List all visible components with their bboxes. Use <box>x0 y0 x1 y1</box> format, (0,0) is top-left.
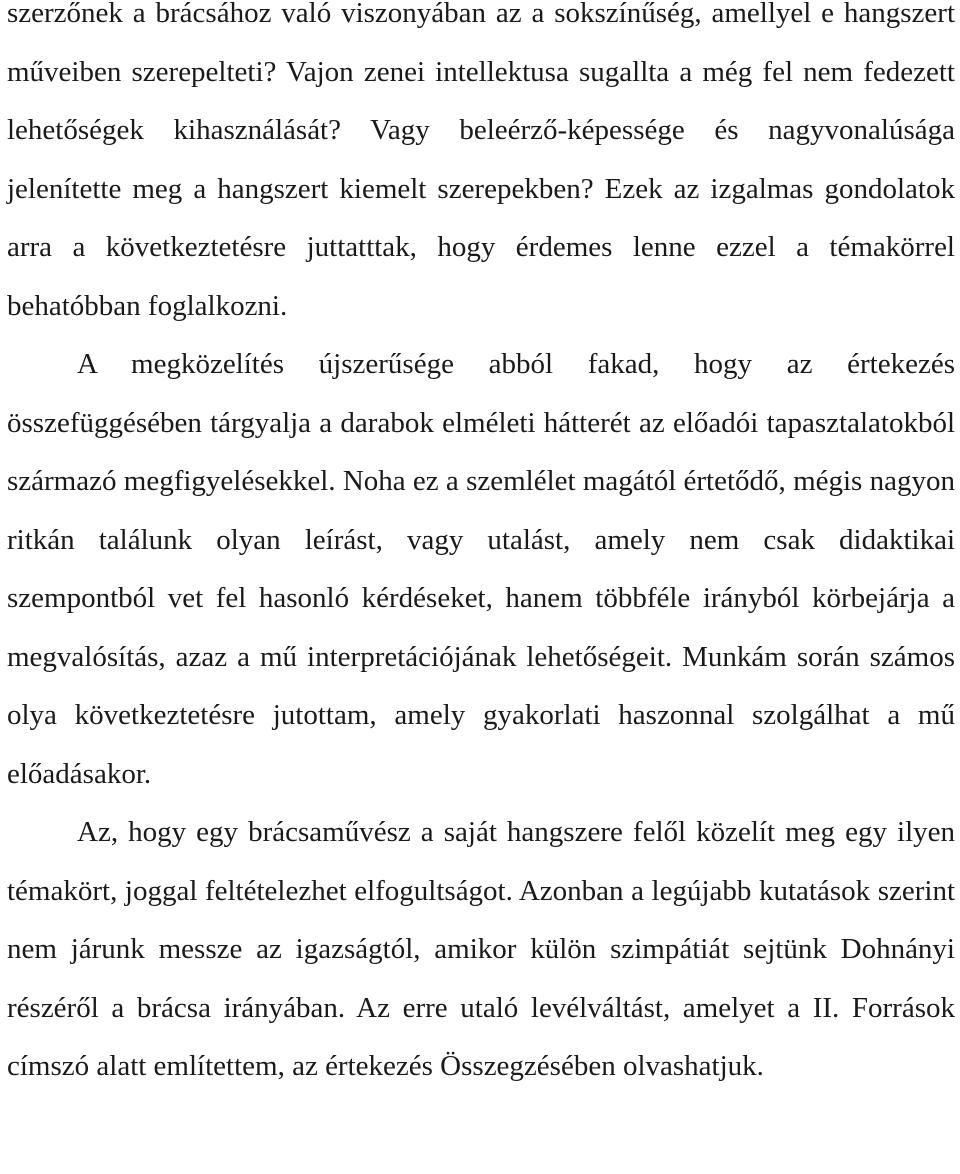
paragraph-1: szerzőnek a brácsához való viszonyában az a sokszínűség, amellyel e hangszert műveiben szerepelteti? Vajon zenei intellektusa sugallta a még fel nem fedezett lehetőségek kihasználását? Vagy beleérző-képessége és nagyvonalúsága jelenítette meg a hangszert kiemelt szerepekben? Ezek az izgalmas gondolatok arra a következtetésre juttatttak, hogy érdemes lenne ezzel a témakörrel behatóbban foglalkozni. <box>7 0 955 322</box>
document-page <box>7 0 955 1096</box>
paragraph-2: A megközelítés újszerűsége abból fakad, hogy az értekezés összefüggésében tárgyalja a darabok elméleti hátterét az előadói tapasztalatokból származó megfigyelésekkel. Noha ez a szemlélet magától értetődő, mégis nagyon ritkán találunk olyan leírást, vagy utalást, amely nem csak didaktikai szempontból vet fel hasonló kérdéseket, hanem többféle irányból körbejárja a megvalósítás, azaz a mű interpretációjának lehetőségeit. Munkám során számos olya következtetésre jutottam, amely gyakorlati haszonnal szolgálhat a mű előadásakor. <box>7 348 955 790</box>
paragraph-3: Az, hogy egy brácsaművész a saját hangszere felől közelít meg egy ilyen témakört, joggal feltételezhet elfogultságot. Azonban a legújabb kutatások szerint nem járunk messze az igazságtól, amikor külön szimpátiát sejtünk Dohnányi részéről a brácsa irányában. Az erre utaló levélváltást, amelyet a II. Források címszó alatt említettem, az értekezés Összegzésében olvashatjuk. <box>7 816 955 1082</box>
